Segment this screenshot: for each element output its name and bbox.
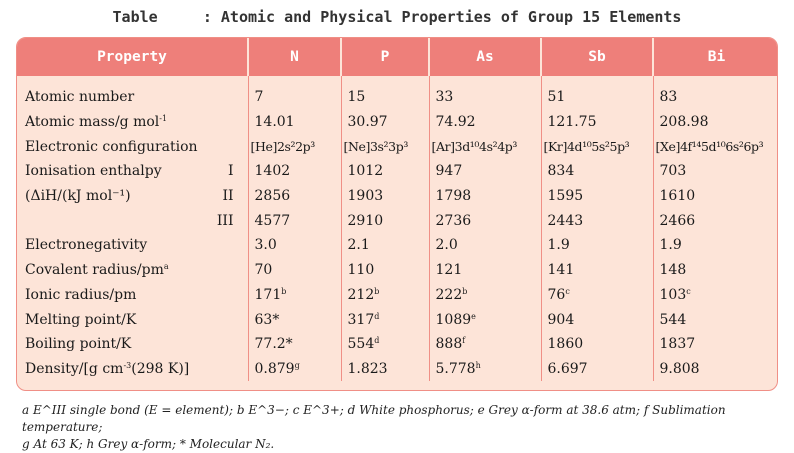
row-atomic-number bbox=[17, 76, 778, 110]
cell: 208.98 bbox=[653, 110, 778, 135]
cell: 74.92 bbox=[429, 110, 541, 135]
cell: 3.0 bbox=[248, 233, 341, 258]
cell: 222$^b$ bbox=[429, 283, 541, 308]
cell: 703 bbox=[653, 159, 778, 184]
cell: 1903 bbox=[341, 184, 429, 209]
row-label: Ionic radius/pm bbox=[25, 286, 137, 303]
cell: 0.879$^g$ bbox=[248, 357, 341, 382]
cell: 77.2* bbox=[248, 332, 341, 357]
cell: [Ne]3s²3p³ bbox=[341, 134, 429, 159]
cell: 2736 bbox=[429, 208, 541, 233]
cell: 110 bbox=[341, 258, 429, 283]
cell: 63* bbox=[248, 307, 341, 332]
cell: 7 bbox=[248, 76, 341, 110]
cell: 1402 bbox=[248, 159, 341, 184]
cell: 554$^d$ bbox=[341, 332, 429, 357]
row-ionic-radius bbox=[17, 283, 778, 308]
cell: 317$^d$ bbox=[341, 307, 429, 332]
cell: 2910 bbox=[341, 208, 429, 233]
cell: 103$^c$ bbox=[653, 283, 778, 308]
cell: 2.1 bbox=[341, 233, 429, 258]
footnotes bbox=[22, 402, 792, 453]
cell: 148 bbox=[653, 258, 778, 283]
cell: 1837 bbox=[653, 332, 778, 357]
cell: 70 bbox=[248, 258, 341, 283]
footnote-line-1: a E^III single bond (E = element); b E^3−; c E^3+; d White phosphorus; e Grey α-form at 38.6 atm; f Sublimation temperature; bbox=[22, 403, 726, 434]
cell: 1012 bbox=[341, 159, 429, 184]
cell: [Ar]3d¹⁰4s²4p³ bbox=[429, 134, 541, 159]
cell: 33 bbox=[429, 76, 541, 110]
row-label: Melting point/K bbox=[25, 311, 137, 328]
cell: 141 bbox=[541, 258, 653, 283]
cell: 83 bbox=[653, 76, 778, 110]
cell: 1.823 bbox=[341, 357, 429, 382]
cell: 30.97 bbox=[341, 110, 429, 135]
header-property: Property bbox=[17, 38, 248, 76]
row-label: Covalent radius/$pm^a$ bbox=[25, 262, 169, 279]
header-p: P bbox=[341, 38, 429, 76]
row-atomic-mass bbox=[17, 110, 778, 135]
cell: 904 bbox=[541, 307, 653, 332]
row-label: Atomic number bbox=[25, 89, 135, 106]
cell: [He]2s²2p³ bbox=[248, 134, 341, 159]
cell: [Xe]4f¹⁴5d¹⁰6s²6p³ bbox=[653, 134, 778, 159]
row-ionisation-enthalpy-3 bbox=[17, 208, 778, 233]
cell: 1.9 bbox=[653, 233, 778, 258]
cell: [Kr]4d¹⁰5s²5p³ bbox=[541, 134, 653, 159]
cell: 6.697 bbox=[541, 357, 653, 382]
cell: 2856 bbox=[248, 184, 341, 209]
header-sb: Sb bbox=[541, 38, 653, 76]
row-label: Ionisation enthalpy I bbox=[25, 163, 234, 180]
header-bi: Bi bbox=[653, 38, 778, 76]
cell: 1798 bbox=[429, 184, 541, 209]
cell: 76$^c$ bbox=[541, 283, 653, 308]
row-melting-point bbox=[17, 307, 778, 332]
cell: 4577 bbox=[248, 208, 341, 233]
row-ionisation-enthalpy-2 bbox=[17, 184, 778, 209]
cell: 9.808 bbox=[653, 357, 778, 382]
properties-table bbox=[16, 37, 778, 391]
footnote-line-2: g At 63 K; h Grey α-form; * Molecular N₂. bbox=[22, 437, 275, 451]
cell: 121 bbox=[429, 258, 541, 283]
cell: 888$^f$ bbox=[429, 332, 541, 357]
cell: 544 bbox=[653, 307, 778, 332]
cell: 15 bbox=[341, 76, 429, 110]
cell: 1089e bbox=[429, 307, 541, 332]
cell: 5.778$^h$ bbox=[429, 357, 541, 382]
row-label: Electronic configuration bbox=[25, 138, 198, 155]
row-label: III bbox=[216, 212, 234, 229]
table-title: Table : Atomic and Physical Properties of Group 15 Elements bbox=[112, 8, 682, 26]
cell: 1610 bbox=[653, 184, 778, 209]
row-electronic-configuration bbox=[17, 134, 778, 159]
row-density bbox=[17, 357, 778, 382]
row-label: Atomic mass/g mol$^{-1}$ bbox=[25, 114, 168, 131]
cell: 2466 bbox=[653, 208, 778, 233]
cell: 947 bbox=[429, 159, 541, 184]
cell: 171$^b$ bbox=[248, 283, 341, 308]
row-label: Density/[g $cm^{-3}(298$ K)] bbox=[25, 360, 190, 377]
row-label: Electronegativity bbox=[25, 237, 148, 254]
row-label: Boiling point/K bbox=[25, 336, 132, 353]
row-boiling-point bbox=[17, 332, 778, 357]
cell: 834 bbox=[541, 159, 653, 184]
cell: 1860 bbox=[541, 332, 653, 357]
header-n: N bbox=[248, 38, 341, 76]
header-as: As bbox=[429, 38, 541, 76]
row-ionisation-enthalpy-1 bbox=[17, 159, 778, 184]
cell: 1.9 bbox=[541, 233, 653, 258]
row-electronegativity bbox=[17, 233, 778, 258]
row-covalent-radius bbox=[17, 258, 778, 283]
row-label: (ΔiH/(kJ mol⁻¹) II bbox=[25, 188, 234, 205]
table-header-row bbox=[17, 38, 778, 76]
cell: 51 bbox=[541, 76, 653, 110]
cell: 2443 bbox=[541, 208, 653, 233]
cell: 14.01 bbox=[248, 110, 341, 135]
cell: 212$^b$ bbox=[341, 283, 429, 308]
cell: 2.0 bbox=[429, 233, 541, 258]
cell: 1595 bbox=[541, 184, 653, 209]
cell: 121.75 bbox=[541, 110, 653, 135]
